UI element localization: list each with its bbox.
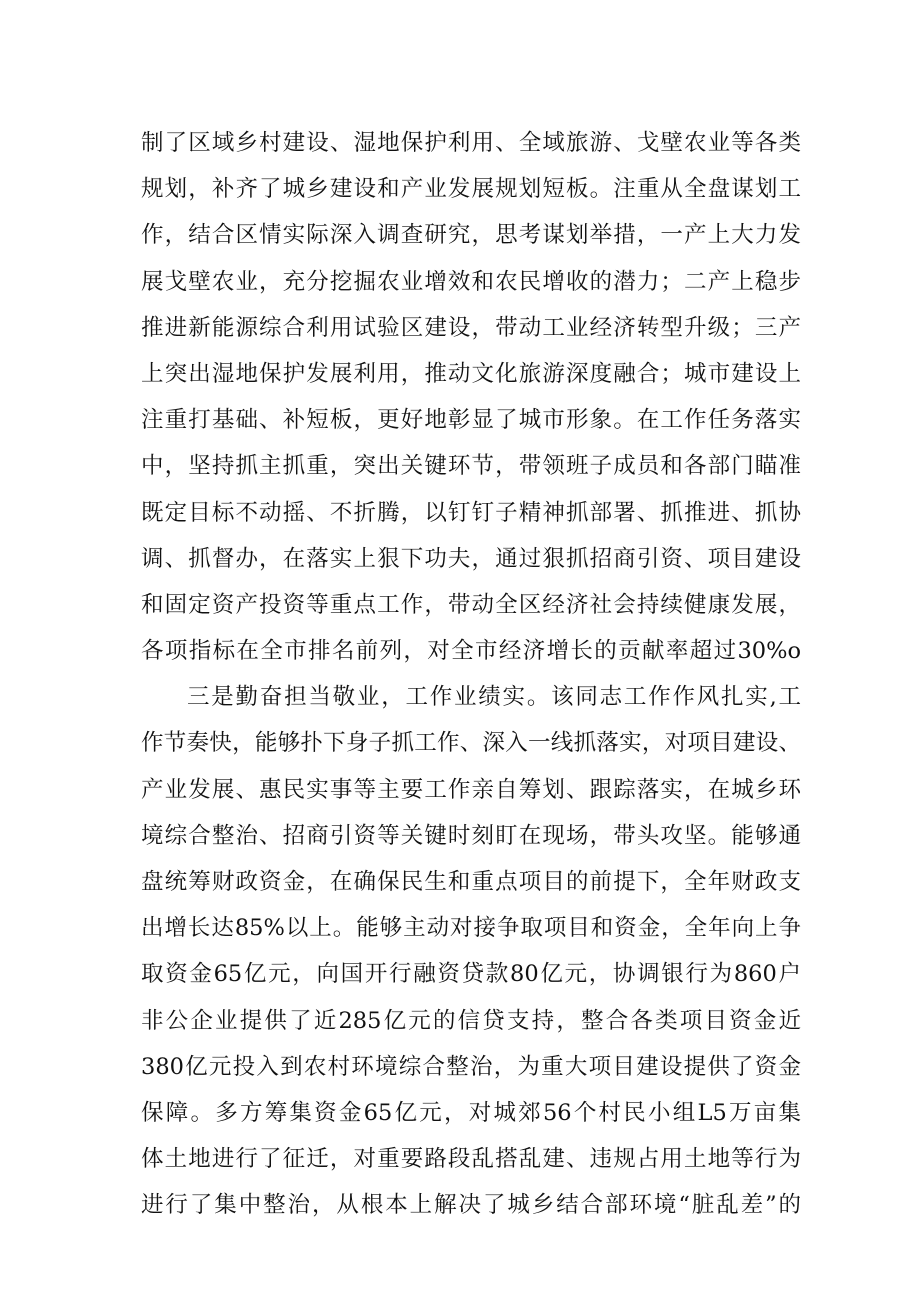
- text-line: 取资金65亿元，向国开行融资贷款80亿元，协调银行为860户: [141, 961, 801, 988]
- text-line: 出增长达85%以上。能够主动对接争取项目和资金，全年向上争: [141, 915, 801, 942]
- text-line: 推进新能源综合利用试验区建设，带动工业经济转型升级；三产: [141, 314, 801, 341]
- text-line: 进行了集中整治，从根本上解决了城乡结合部环境“脏乱差”的: [141, 1192, 801, 1219]
- text-line: 盘统筹财政资金，在确保民生和重点项目的前提下，全年财政支: [141, 869, 801, 895]
- text-line: 380亿元投入到农村环境综合整治，为重大项目建设提供了资金: [141, 1053, 801, 1080]
- text-line: 三是勤奋担当敬业，工作业绩实。该同志工作作风扎实,工: [187, 684, 801, 711]
- text-line: 制了区域乡村建设、湿地保护利用、全域旅游、戈壁农业等各类: [141, 130, 801, 156]
- text-line: 展戈壁农业，充分挖掘农业增效和农民增收的潜力；二产上稳步: [141, 268, 801, 295]
- text-line: 注重打基础、补短板，更好地彰显了城市形象。在工作任务落实: [141, 407, 801, 434]
- text-line: 保障。多方筹集资金65亿元，对城郊56个村民小组L5万亩集: [141, 1099, 801, 1126]
- text-line: 体土地进行了征迁，对重要路段乱搭乱建、违规占用土地等行为: [141, 1146, 801, 1173]
- paragraph-2: [141, 674, 801, 1228]
- text-line: 各项指标在全市排名前列，对全市经济增长的贡献率超过30%o: [141, 638, 801, 665]
- document-body: [141, 120, 801, 1229]
- text-line: 调、抓督办，在落实上狠下功夫，通过狠抓招商引资、项目建设: [141, 545, 801, 572]
- text-line: 中，坚持抓主抓重，突出关键环节，带领班子成员和各部门瞄准: [141, 453, 801, 480]
- text-line: 上突出湿地保护发展利用，推动文化旅游深度融合；城市建设上: [141, 360, 801, 387]
- paragraph-1: [141, 120, 801, 674]
- text-line: 作节奏快，能够扑下身子抓工作、深入一线抓落实，对项目建设、: [141, 730, 801, 757]
- text-line: 和固定资产投资等重点工作，带动全区经济社会持续健康发展，: [141, 591, 801, 618]
- text-line: 非公企业提供了近285亿元的信贷支持，整合各类项目资金近: [141, 1007, 801, 1034]
- text-line: 产业发展、惠民实事等主要工作亲自筹划、跟踪落实，在城乡环: [141, 776, 801, 803]
- text-line: 既定目标不动摇、不折腾，以钉钉子精神抓部署、抓推进、抓协: [141, 499, 801, 526]
- text-line: 作，结合区情实际深入调查研究，思考谋划举措，一产上大力发: [141, 222, 801, 249]
- text-line: 境综合整治、招商引资等关键时刻盯在现场，带头攻坚。能够通: [141, 822, 801, 849]
- text-line: 规划，补齐了城乡建设和产业发展规划短板。注重从全盘谋划工: [141, 176, 801, 203]
